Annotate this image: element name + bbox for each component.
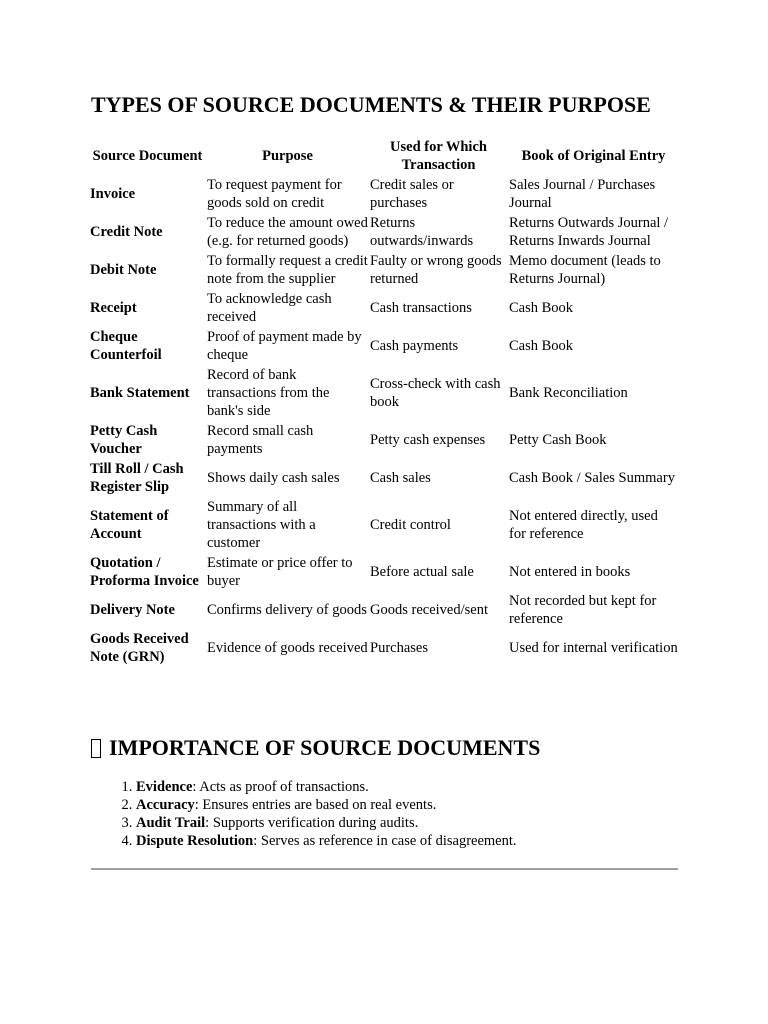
column-header: Used for Which Transaction: [390, 139, 487, 173]
source-document-cell: Statement of Account: [90, 508, 169, 542]
book-of-entry-cell: Not recorded but kept for reference: [509, 593, 657, 627]
list-item-term: Accuracy: [136, 797, 195, 813]
transaction-cell: Cross-check with cash book: [370, 376, 501, 410]
transaction-cell: Purchases: [370, 640, 428, 656]
table-row: [89, 553, 679, 591]
source-document-cell: Delivery Note: [90, 602, 175, 618]
transaction-cell: Before actual sale: [370, 564, 474, 580]
list-item: [136, 832, 676, 850]
list-item-term: Audit Trail: [136, 815, 206, 831]
table-header-row: [89, 137, 679, 175]
importance-heading-text: IMPORTANCE OF SOURCE DOCUMENTS: [109, 735, 541, 760]
list-item: [136, 796, 676, 814]
list-item: [136, 778, 676, 796]
purpose-cell: Confirms delivery of goods: [207, 602, 367, 618]
table-row: [89, 591, 679, 629]
source-document-cell: Goods Received Note (GRN): [90, 631, 189, 665]
list-item-term: Dispute Resolution: [136, 833, 254, 849]
source-documents-table: [89, 137, 679, 667]
transaction-cell: Cash sales: [370, 470, 431, 486]
purpose-cell: To request payment for goods sold on credit: [207, 177, 342, 211]
table-row: [89, 421, 679, 459]
book-of-entry-cell: Not entered directly, used for reference: [509, 508, 658, 542]
transaction-cell: Goods received/sent: [370, 602, 488, 618]
importance-heading: [91, 735, 540, 761]
list-item-text: : Serves as reference in case of disagreement.: [253, 833, 517, 849]
list-item-text: : Supports verification during audits.: [205, 815, 419, 831]
source-document-cell: Quotation / Proforma Invoice: [90, 555, 199, 589]
transaction-cell: Returns outwards/inwards: [370, 215, 474, 249]
purpose-cell: Estimate or price offer to buyer: [207, 555, 353, 589]
book-of-entry-cell: Returns Outwards Journal / Returns Inwards Journal: [509, 215, 669, 249]
table-row: [89, 251, 679, 289]
table-body: [89, 175, 679, 667]
missing-glyph-box-icon: [91, 739, 101, 758]
table-row: [89, 175, 679, 213]
column-header: Book of Original Entry: [521, 148, 666, 164]
book-of-entry-cell: Cash Book: [509, 338, 574, 354]
source-document-cell: Debit Note: [90, 262, 157, 278]
transaction-cell: Credit control: [370, 517, 451, 533]
book-of-entry-cell: Not entered in books: [509, 564, 631, 580]
book-of-entry-cell: Cash Book / Sales Summary: [509, 470, 675, 486]
column-header: Source Document: [92, 148, 203, 164]
list-item: [136, 814, 676, 832]
source-document-cell: Invoice: [90, 186, 136, 202]
book-of-entry-cell: Sales Journal / Purchases Journal: [509, 177, 656, 211]
transaction-cell: Petty cash expenses: [370, 432, 486, 448]
book-of-entry-cell: Used for internal verification: [509, 640, 678, 656]
source-document-cell: Credit Note: [90, 224, 163, 240]
transaction-cell: Credit sales or purchases: [370, 177, 454, 211]
purpose-cell: Summary of all transactions with a customer: [207, 499, 316, 551]
book-of-entry-cell: Cash Book: [509, 300, 574, 316]
book-of-entry-cell: Bank Reconciliation: [509, 385, 628, 401]
table-row: [89, 365, 679, 421]
purpose-cell: To acknowledge cash received: [207, 291, 332, 325]
table-row: [89, 327, 679, 365]
source-document-cell: Bank Statement: [90, 385, 190, 401]
purpose-cell: Evidence of goods received: [207, 640, 368, 656]
importance-list: [91, 778, 676, 850]
list-item-term: Evidence: [136, 779, 193, 795]
purpose-cell: Record of bank transactions from the bank's side: [207, 367, 330, 419]
book-of-entry-cell: Memo document (leads to Returns Journal): [509, 253, 661, 287]
horizontal-rule: [91, 868, 678, 870]
table-row: [89, 497, 679, 553]
transaction-cell: Cash transactions: [370, 300, 472, 316]
purpose-cell: To formally request a credit note from the supplier: [207, 253, 368, 287]
table-row: [89, 629, 679, 667]
source-document-cell: Cheque Counterfoil: [90, 329, 162, 363]
purpose-cell: Record small cash payments: [207, 423, 314, 457]
book-of-entry-cell: Petty Cash Book: [509, 432, 607, 448]
purpose-cell: To reduce the amount owed (e.g. for returned goods): [207, 215, 368, 249]
table-row: [89, 459, 679, 497]
table-row: [89, 289, 679, 327]
source-document-cell: Receipt: [90, 300, 137, 316]
source-document-cell: Petty Cash Voucher: [90, 423, 158, 457]
column-header: Purpose: [262, 148, 313, 164]
source-document-cell: Till Roll / Cash Register Slip: [90, 461, 184, 495]
transaction-cell: Cash payments: [370, 338, 459, 354]
list-item-text: : Acts as proof of transactions.: [192, 779, 369, 795]
page-title: TYPES OF SOURCE DOCUMENTS & THEIR PURPOSE: [91, 92, 651, 117]
list-item-text: : Ensures entries are based on real events.: [194, 797, 437, 813]
table-row: [89, 213, 679, 251]
purpose-cell: Proof of payment made by cheque: [207, 329, 362, 363]
purpose-cell: Shows daily cash sales: [207, 470, 340, 486]
transaction-cell: Faulty or wrong goods returned: [370, 253, 502, 287]
